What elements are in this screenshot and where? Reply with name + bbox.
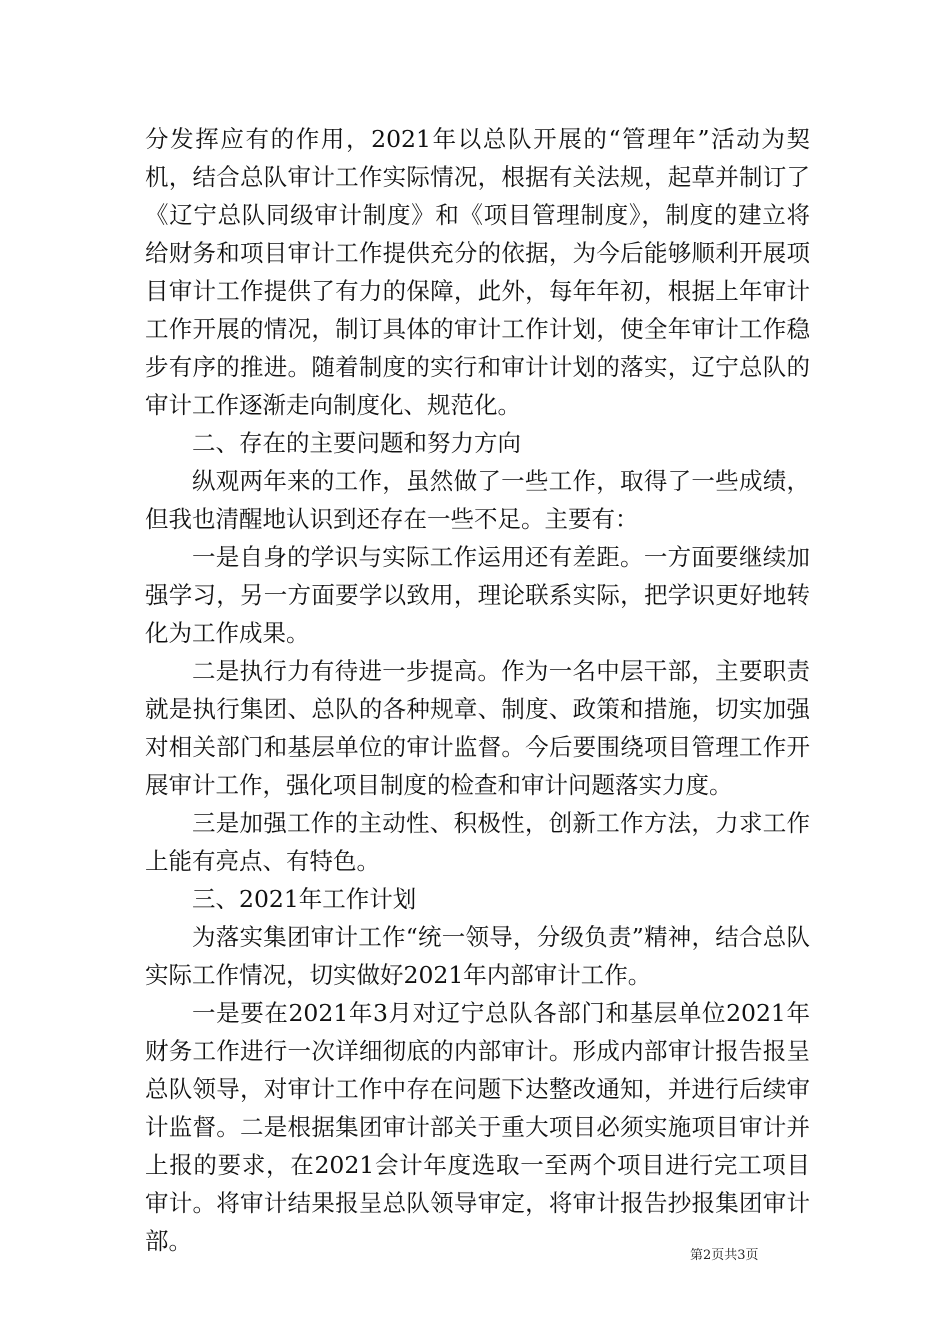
paragraph-plan-intro: 为落实集团审计工作“统一领导，分级负责”精神，结合总队实际工作情况，切实做好2021年内部审计工作。 <box>145 923 810 989</box>
paragraph-overview: 纵观两年来的工作，虽然做了一些工作，取得了一些成绩，但我也清醒地认识到还存在一些不足。主要有： <box>145 467 810 533</box>
paragraph-continuation: 分发挥应有的作用，2021年以总队开展的“管理年”活动为契机，结合总队审计工作实际情况，根据有关法规，起草并制订了《辽宁总队同级审计制度》和《项目管理制度》，制度的建立将给财务和项目审计工作提供充分的依据，为今后能够顺利开展项目审计工作提供了有力的保障，此外，每年年初，根据上年审计工作开展的情况，制订具体的审计工作计划，使全年审计工作稳步有序的推进。随着制度的实行和审计计划的落实，辽宁总队的审计工作逐渐走向制度化、规范化。 <box>145 125 810 419</box>
document-body <box>145 120 810 1260</box>
paragraph-point-two: 二是执行力有待进一步提高。作为一名中层干部，主要职责就是执行集团、总队的各种规章、制度、政策和措施，切实加强对相关部门和基层单位的审计监督。今后要围绕项目管理工作开展审计工作，强化项目制度的检查和审计问题落实力度。 <box>145 657 810 799</box>
paragraph-plan-details: 一是要在2021年3月对辽宁总队各部门和基层单位2021年财务工作进行一次详细彻底的内部审计。形成内部审计报告报呈总队领导，对审计工作中存在问题下达整改通知，并进行后续审计监督。二是根据集团审计部关于重大项目必须实施项目审计并上报的要求，在2021会计年度选取一至两个项目进行完工项目审计。将审计结果报呈总队领导审定，将审计报告抄报集团审计部。 <box>145 999 810 1255</box>
section-heading-problems: 二、存在的主要问题和努力方向 <box>192 429 521 457</box>
page-number-footer: 第2页共3页 <box>690 1248 759 1263</box>
section-heading-plan: 三、2021年工作计划 <box>192 885 417 913</box>
paragraph-point-three: 三是加强工作的主动性、积极性，创新工作方法，力求工作上能有亮点、有特色。 <box>145 809 810 875</box>
paragraph-point-one: 一是自身的学识与实际工作运用还有差距。一方面要继续加强学习，另一方面要学以致用，理论联系实际，把学识更好地转化为工作成果。 <box>145 543 810 647</box>
